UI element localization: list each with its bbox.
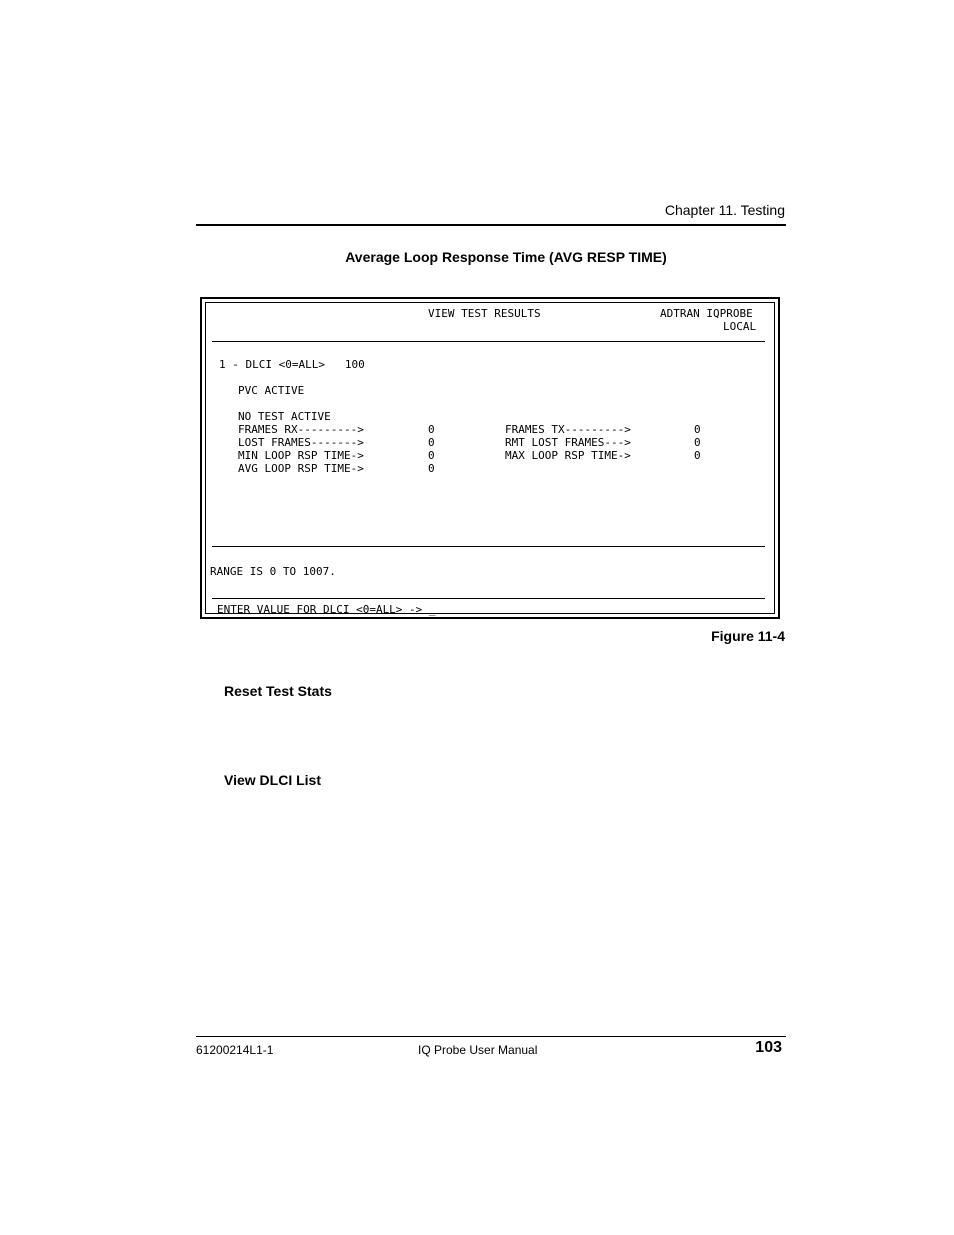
dlci-prompt: ENTER VALUE FOR DLCI <0=ALL> -> _ [217,603,436,616]
chapter-header: Chapter 11. Testing [664,202,785,218]
stat-value-min-loop: 0 [428,449,435,462]
terminal-title: VIEW TEST RESULTS [428,307,541,320]
stat-value-avg-loop: 0 [428,462,435,475]
stat-value-max-loop: 0 [694,449,701,462]
terminal-inner-frame [205,302,775,614]
stat-value-lost-frames: 0 [428,436,435,449]
stat-label-max-loop: MAX LOOP RSP TIME-> [505,449,631,462]
terminal-brand: ADTRAN IQPROBE [660,307,753,320]
page-number: 103 [755,1039,782,1056]
terminal-screenshot [200,297,780,619]
footer-rule [196,1036,786,1037]
footer-doc-number: 61200214L1-1 [196,1043,274,1057]
test-status: NO TEST ACTIVE [238,410,331,423]
stat-label-rmt-lost: RMT LOST FRAMES---> [505,436,631,449]
pvc-status: PVC ACTIVE [238,384,305,397]
terminal-divider-bottom [212,598,765,599]
subheading-view-dlci-list: View DLCI List [224,772,321,788]
section-heading: Average Loop Response Time (AVG RESP TIME) [345,249,667,265]
stat-label-frames-rx: FRAMES RX---------> [238,423,364,436]
terminal-location: LOCAL [723,320,757,333]
stat-value-frames-rx: 0 [428,423,435,436]
dlci-line: 1 - DLCI <0=ALL> 100 [219,358,365,371]
terminal-divider-top [212,341,765,342]
header-rule [196,224,786,226]
subheading-reset-test-stats: Reset Test Stats [224,683,332,699]
stat-label-avg-loop: AVG LOOP RSP TIME-> [238,462,364,475]
stat-label-lost-frames: LOST FRAMES-------> [238,436,364,449]
stat-value-frames-tx: 0 [694,423,701,436]
footer-manual-title: IQ Probe User Manual [418,1043,538,1057]
stat-value-rmt-lost: 0 [694,436,701,449]
stat-label-min-loop: MIN LOOP RSP TIME-> [238,449,364,462]
range-text: RANGE IS 0 TO 1007. [210,565,336,578]
figure-caption: Figure 11-4 [711,628,785,644]
terminal-divider-mid [212,546,765,547]
stat-label-frames-tx: FRAMES TX---------> [505,423,631,436]
